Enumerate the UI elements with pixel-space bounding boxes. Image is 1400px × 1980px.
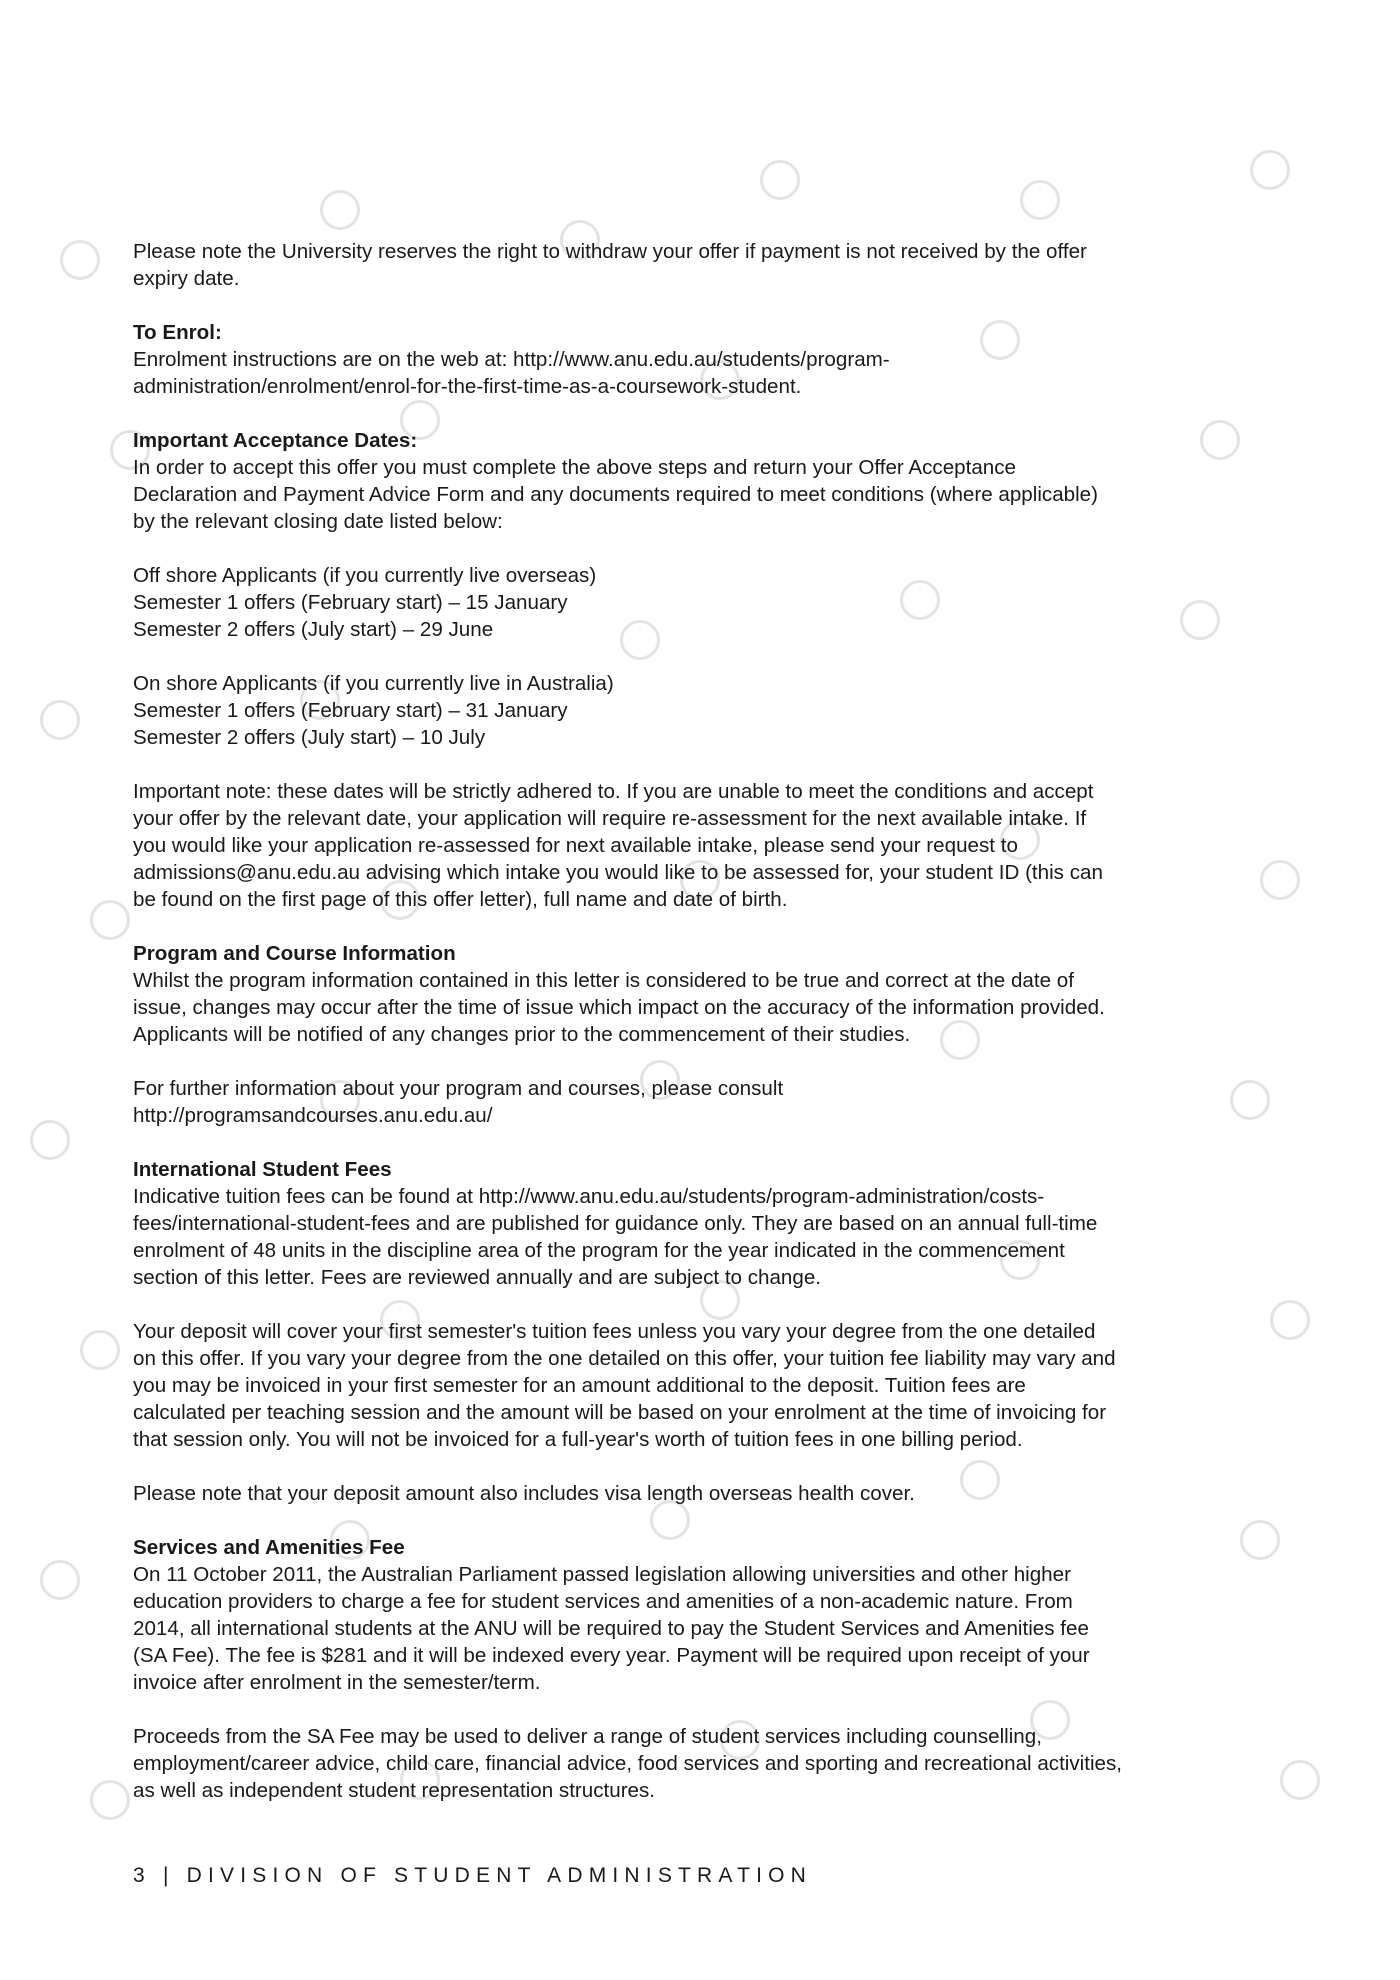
text-line: Whilst the program information contained in this letter is considered to be true and correct at the date of xyxy=(133,969,1074,992)
text-line: Semester 1 offers (February start) – 31 January xyxy=(133,699,568,722)
text-line: education providers to charge a fee for student services and amenities of a non-academic nature. From xyxy=(133,1590,1073,1613)
text-line: administration/enrolment/enrol-for-the-first-time-as-a-coursework-student. xyxy=(133,375,802,398)
watermark-seal xyxy=(1270,1300,1310,1340)
section-proceeds xyxy=(133,1723,1273,1804)
footer-department: DIVISION OF STUDENT ADMINISTRATION xyxy=(186,1864,813,1887)
text-line: fees/international-student-fees and are published for guidance only. They are based on an annual full-time xyxy=(133,1212,1098,1235)
section-sa-fee xyxy=(133,1534,1273,1696)
text-line: calculated per teaching session and the amount will be based on your enrolment at the time of invoicing for xyxy=(133,1401,1107,1424)
watermark-seal xyxy=(60,240,100,280)
text-line: be found on the first page of this offer letter), full name and date of birth. xyxy=(133,888,788,911)
section-international-fees xyxy=(133,1156,1273,1291)
text-line: your offer by the relevant date, your application will require re-assessment for the next available intake. If xyxy=(133,807,1087,830)
section-heading: International Student Fees xyxy=(133,1158,392,1181)
text-line: invoice after enrolment in the semester/term. xyxy=(133,1671,541,1694)
text-line: In order to accept this offer you must complete the above steps and return your Offer Acceptance xyxy=(133,456,1016,479)
text-line: you would like your application re-assessed for next available intake, please send your request to xyxy=(133,834,1018,857)
section-health-cover xyxy=(133,1480,1273,1507)
footer-separator: | xyxy=(162,1864,175,1887)
section-intro xyxy=(133,238,1273,292)
text-line: as well as independent student representation structures. xyxy=(133,1779,656,1802)
watermark-seal xyxy=(30,1120,70,1160)
text-line: For further information about your program and courses, please consult xyxy=(133,1077,784,1100)
watermark-seal xyxy=(1020,180,1060,220)
watermark-seal xyxy=(40,1560,80,1600)
text-line: Please note that your deposit amount also includes visa length overseas health cover. xyxy=(133,1482,915,1505)
text-line: Enrolment instructions are on the web at: http://www.anu.edu.au/students/program- xyxy=(133,348,890,371)
document-body xyxy=(133,238,1273,1831)
text-line: Your deposit will cover your first semester's tuition fees unless you vary your degree from the one detailed xyxy=(133,1320,1096,1343)
text-line: Semester 2 offers (July start) – 29 June xyxy=(133,618,494,641)
text-line: that session only. You will not be invoiced for a full-year's worth of tuition fees in one billing period. xyxy=(133,1428,1023,1451)
text-line: section of this letter. Fees are reviewed annually and are subject to change. xyxy=(133,1266,822,1289)
section-heading: Program and Course Information xyxy=(133,942,456,965)
text-line: http://programsandcourses.anu.edu.au/ xyxy=(133,1104,493,1127)
section-heading: To Enrol: xyxy=(133,321,222,344)
text-line: Applicants will be notified of any changes prior to the commencement of their studies. xyxy=(133,1023,911,1046)
section-important-note xyxy=(133,778,1273,913)
section-heading: Services and Amenities Fee xyxy=(133,1536,405,1559)
section-offshore xyxy=(133,562,1273,643)
text-line: Semester 1 offers (February start) – 15 January xyxy=(133,591,568,614)
watermark-seal xyxy=(90,1780,130,1820)
watermark-seal xyxy=(90,900,130,940)
section-deposit xyxy=(133,1318,1273,1453)
text-line: 2014, all international students at the ANU will be required to pay the Student Services and Amenities fee xyxy=(133,1617,1089,1640)
section-heading: Important Acceptance Dates: xyxy=(133,429,418,452)
text-line: employment/career advice, child care, financial advice, food services and sporting and recreational activities, xyxy=(133,1752,1123,1775)
text-line: On 11 October 2011, the Australian Parliament passed legislation allowing universities and other higher xyxy=(133,1563,1071,1586)
watermark-seal xyxy=(40,700,80,740)
watermark-seal xyxy=(320,190,360,230)
text-line: Indicative tuition fees can be found at http://www.anu.edu.au/students/program-administration/costs- xyxy=(133,1185,1045,1208)
footer-page-number: 3 xyxy=(133,1864,151,1887)
text-line: Off shore Applicants (if you currently live overseas) xyxy=(133,564,597,587)
section-important-acceptance-dates xyxy=(133,427,1273,535)
watermark-seal xyxy=(760,160,800,200)
text-line: Proceeds from the SA Fee may be used to deliver a range of student services including counselling, xyxy=(133,1725,1042,1748)
watermark-seal xyxy=(1250,150,1290,190)
section-onshore xyxy=(133,670,1273,751)
text-line: on this offer. If you vary your degree from the one detailed on this offer, your tuition fee liability may vary and xyxy=(133,1347,1116,1370)
text-line: by the relevant closing date listed below: xyxy=(133,510,503,533)
page-footer xyxy=(133,1864,812,1888)
text-line: issue, changes may occur after the time of issue which impact on the accuracy of the information provided. xyxy=(133,996,1105,1019)
section-further-info xyxy=(133,1075,1273,1129)
text-line: expiry date. xyxy=(133,267,240,290)
section-to-enrol xyxy=(133,319,1273,400)
text-line: On shore Applicants (if you currently live in Australia) xyxy=(133,672,614,695)
text-line: admissions@anu.edu.au advising which intake you would like to be assessed for, your student ID (this can xyxy=(133,861,1103,884)
text-line: (SA Fee). The fee is $281 and it will be indexed every year. Payment will be required upon receipt of your xyxy=(133,1644,1090,1667)
text-line: Declaration and Payment Advice Form and any documents required to meet conditions (where applicable) xyxy=(133,483,1098,506)
watermark-seal xyxy=(1280,1760,1320,1800)
watermark-seal xyxy=(80,1330,120,1370)
section-program-course-info xyxy=(133,940,1273,1048)
text-line: Important note: these dates will be strictly adhered to. If you are unable to meet the conditions and accept xyxy=(133,780,1094,803)
text-line: you may be invoiced in your first semester for an amount additional to the deposit. Tuition fees are xyxy=(133,1374,1026,1397)
text-line: enrolment of 48 units in the discipline area of the program for the year indicated in the commencement xyxy=(133,1239,1065,1262)
text-line: Please note the University reserves the right to withdraw your offer if payment is not received by the offer xyxy=(133,240,1087,263)
text-line: Semester 2 offers (July start) – 10 July xyxy=(133,726,486,749)
